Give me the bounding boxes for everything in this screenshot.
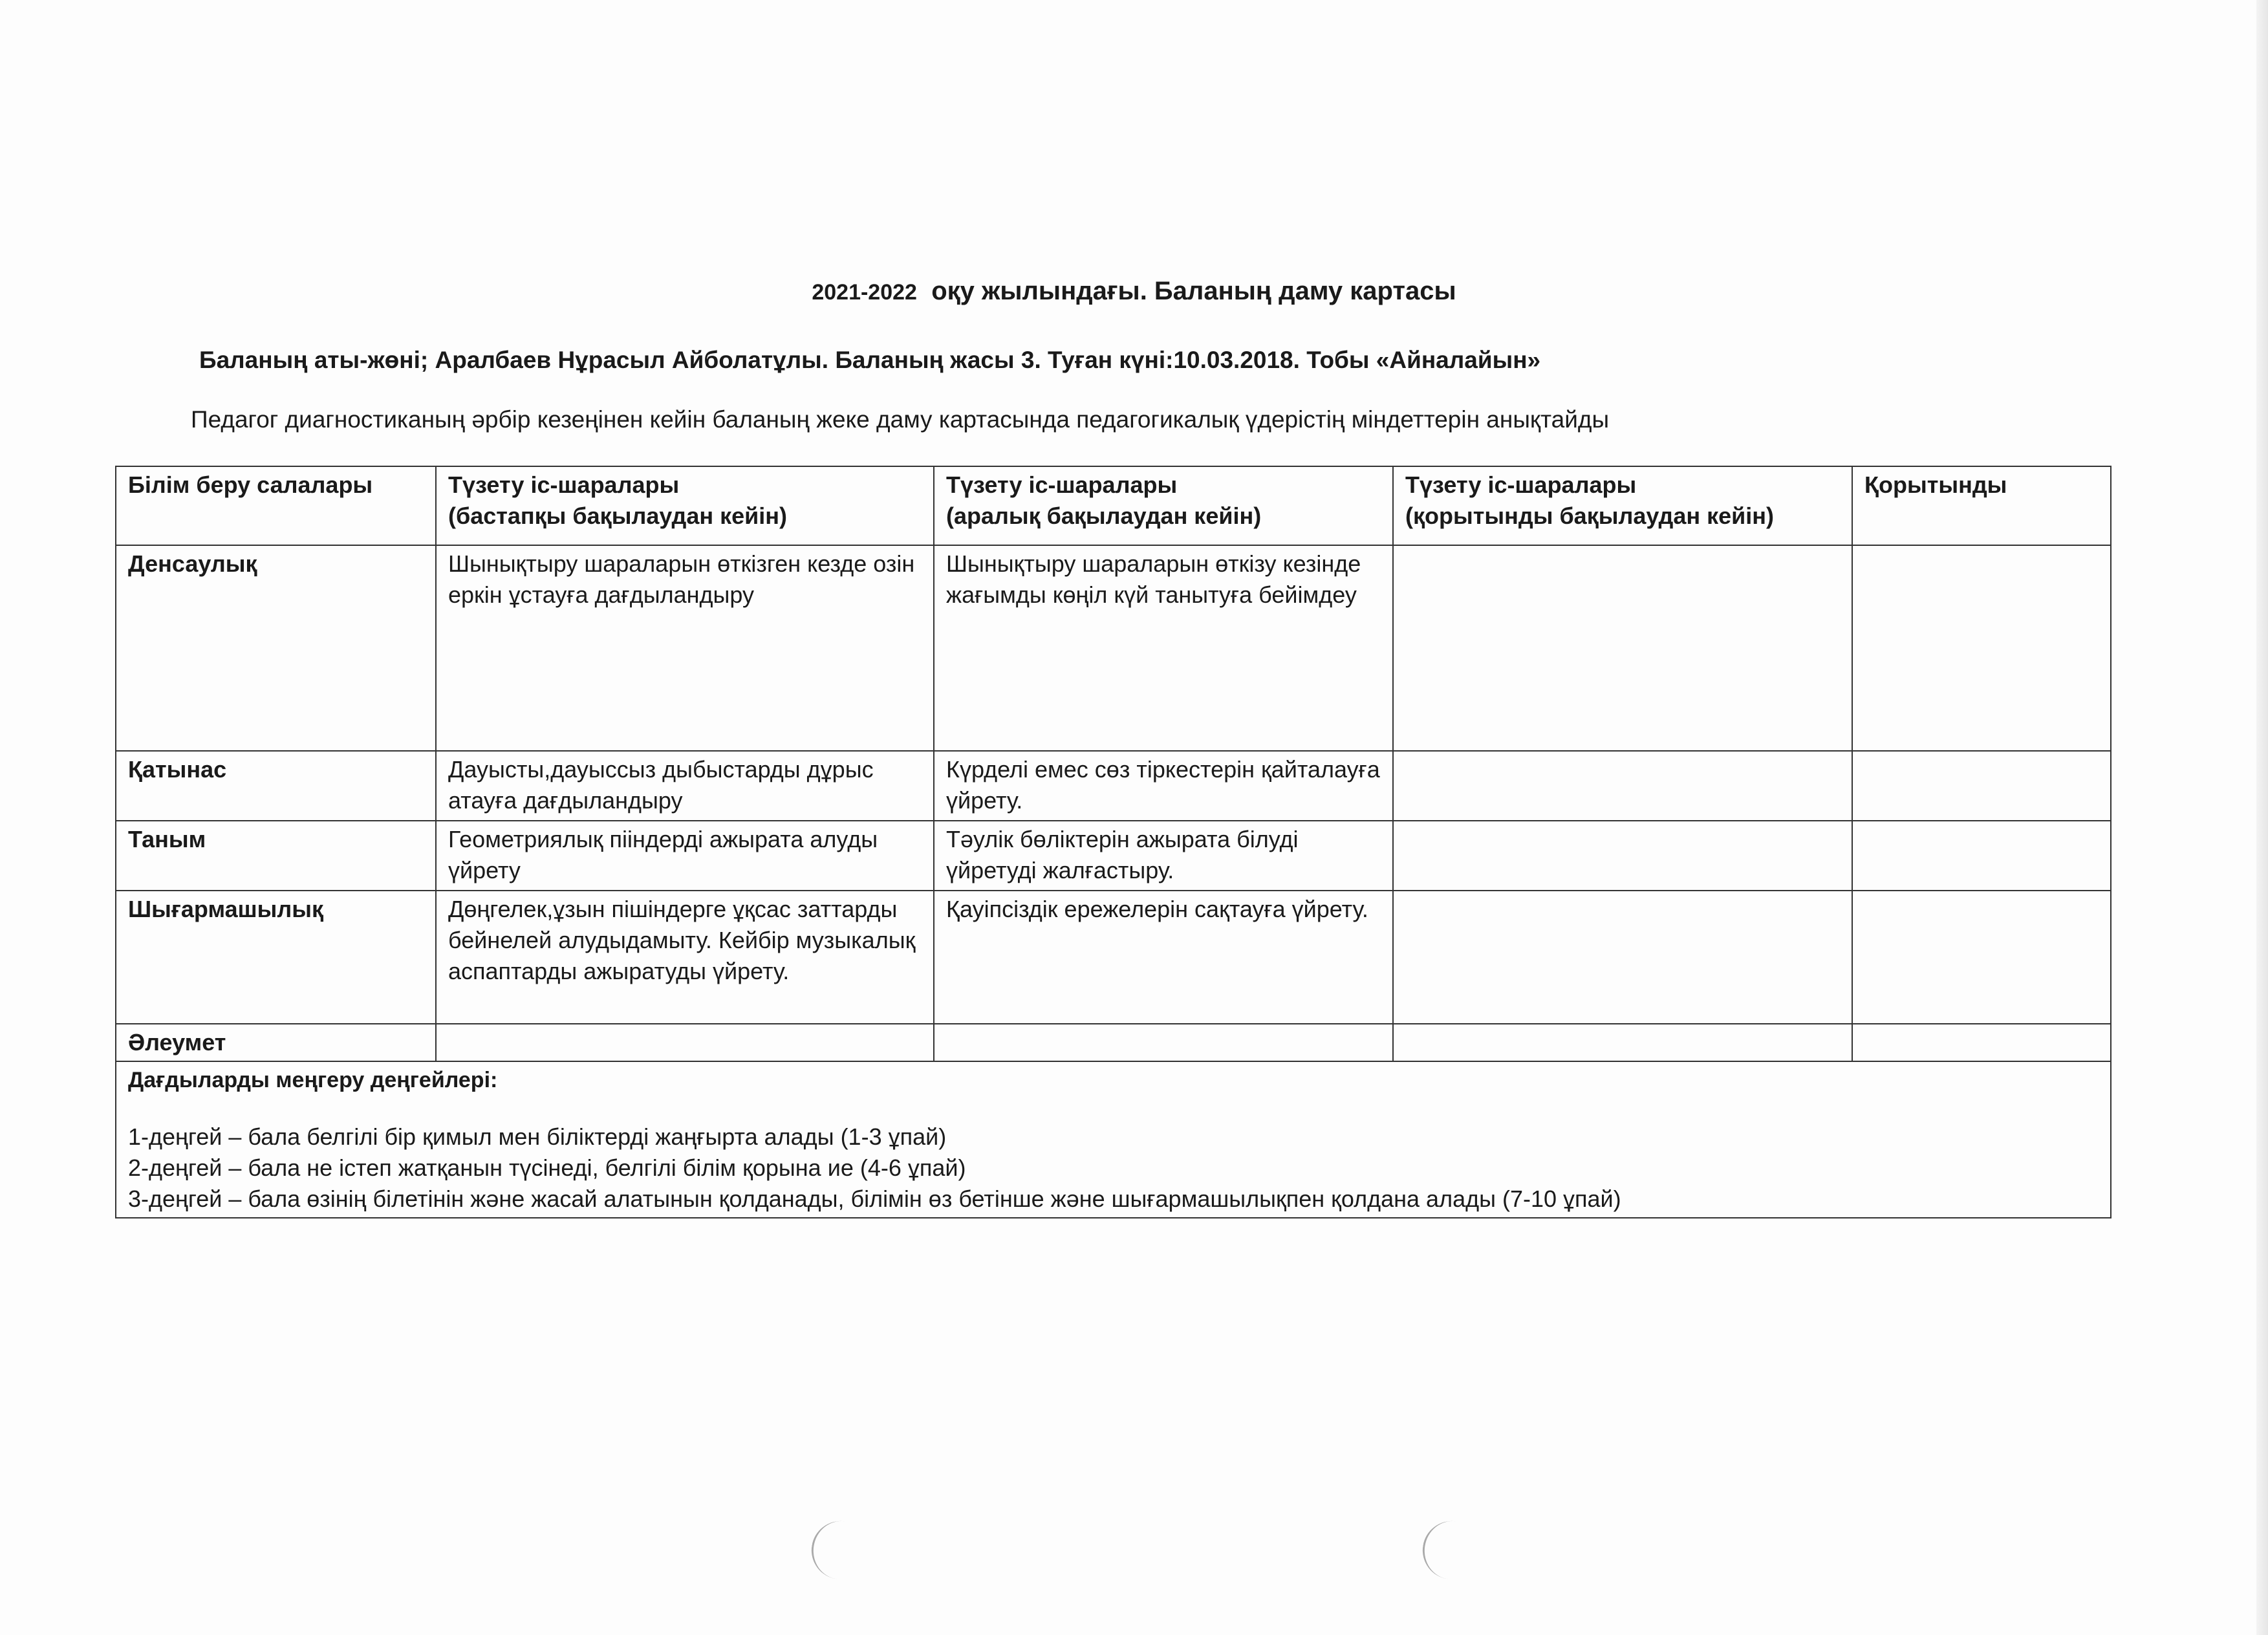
initial-cell	[436, 1024, 934, 1061]
interim-cell	[934, 1024, 1393, 1061]
area-cell: Денсаулық	[116, 545, 436, 751]
skill-levels-cell	[116, 1061, 2111, 1218]
initial-cell: Шынықтыру шараларын өткізген кезде озін еркін ұстауға дағдыландыру	[436, 545, 934, 751]
interim-cell: Тәулік бөліктерін ажырата білуді үйретуді жалғастыру.	[934, 821, 1393, 891]
result-cell	[1852, 545, 2111, 751]
scan-mark-right	[1419, 1517, 1467, 1581]
interim-cell: Қауіпсіздік ережелерін сақтауға үйрету.	[934, 891, 1393, 1024]
column-header-final: Түзету іс-шаралары (қорытынды бақылаудан кейін)	[1393, 466, 1852, 545]
instruction-note: Педагог диагностиканың әрбір кезеңінен кейін баланың жеке даму картасында педагогикалық үдерістің міндеттерін анықтайды	[191, 406, 1610, 433]
table-row-creativity	[116, 891, 2111, 1024]
area-cell: Шығармашылық	[116, 891, 436, 1024]
area-cell: Қатынас	[116, 751, 436, 821]
level-2: 2-деңгей – бала не істеп жатқанын түсінеді, белгілі білім қорына ие (4-6 ұпай)	[128, 1154, 966, 1181]
interim-cell: Шынықтыру шараларын өткізу кезінде жағымды көңіл күй танытуға бейімдеу	[934, 545, 1393, 751]
levels-title: Дағдыларды меңгеру деңгейлері:	[128, 1068, 498, 1092]
column-header-interim: Түзету іс-шаралары (аралық бақылаудан кейін)	[934, 466, 1393, 545]
area-cell: Әлеумет	[116, 1024, 436, 1061]
table-row-communication	[116, 751, 2111, 821]
column-header-initial: Түзету іс-шаралары (бастапқы бақылаудан кейін)	[436, 466, 934, 545]
column-header-areas: Білім беру салалары	[116, 466, 436, 545]
result-cell	[1852, 751, 2111, 821]
development-card-table	[115, 466, 2111, 1218]
header-row	[116, 466, 2111, 545]
interim-cell: Күрделі емес сөз тіркестерін қайталауға үйрету.	[934, 751, 1393, 821]
final-cell	[1393, 751, 1852, 821]
result-cell	[1852, 891, 2111, 1024]
table-row-health	[116, 545, 2111, 751]
scan-mark-left	[808, 1517, 856, 1581]
area-cell: Таным	[116, 821, 436, 891]
level-3: 3-деңгей – бала өзінің білетінін және жасай алатынын қолданады, білімін өз бетінше және шығармашылықпен қолдана алады (7-10 ұпай)	[128, 1186, 1621, 1212]
initial-cell: Дөңгелек,ұзын пішіндерге ұқсас заттарды бейнелей алудыдамыту. Кейбір музыкалық аспаптарды ажыратуды үйрету.	[436, 891, 934, 1024]
level-1: 1-деңгей – бала белгілі бір қимыл мен біліктерді жаңғырта алады (1-3 ұпай)	[128, 1123, 947, 1150]
column-header-result: Қорытынды	[1852, 466, 2111, 545]
page-title	[0, 277, 2268, 306]
initial-cell: Дауысты,дауыссыз дыбыстарды дұрыс атауға дағдыландыру	[436, 751, 934, 821]
levels-row	[116, 1061, 2111, 1218]
title-text: оқу жылындағы. Баланың даму картасы	[931, 277, 1456, 305]
table-row-social	[116, 1024, 2111, 1061]
final-cell	[1393, 1024, 1852, 1061]
result-cell	[1852, 1024, 2111, 1061]
initial-cell: Геометриялық піiндерді ажырата алуды үйрету	[436, 821, 934, 891]
result-cell	[1852, 821, 2111, 891]
table-row-cognition	[116, 821, 2111, 891]
final-cell	[1393, 821, 1852, 891]
child-info: Баланың аты-жөні; Аралбаев Нұрасыл Айболатұлы. Баланың жасы 3. Туған күні:10.03.2018. Тобы «Айналайын»	[199, 347, 1541, 373]
final-cell	[1393, 891, 1852, 1024]
final-cell	[1393, 545, 1852, 751]
scan-edge	[2256, 0, 2268, 1635]
title-year: 2021-2022	[812, 280, 917, 305]
